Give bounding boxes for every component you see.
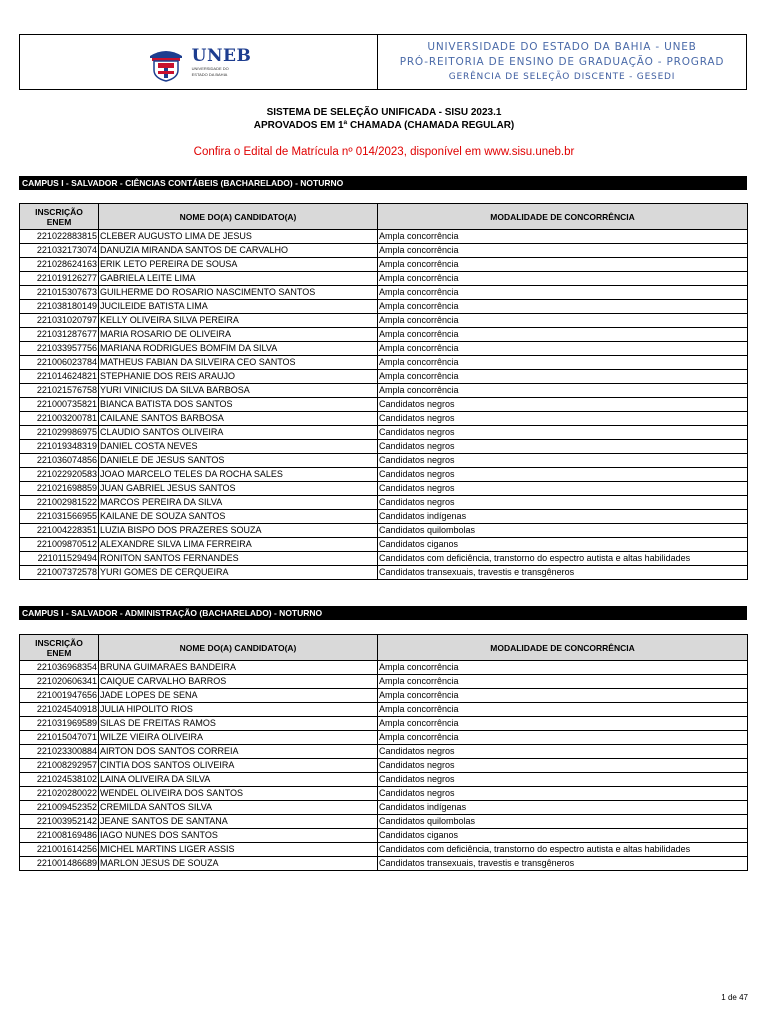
table-row	[20, 440, 748, 454]
inscricao-cell: 221014624821	[20, 370, 99, 384]
nome-cell: DANIELE DE JESUS SANTOS	[99, 454, 378, 468]
modalidade-cell: Ampla concorrência	[378, 314, 748, 328]
modalidade-cell: Ampla concorrência	[378, 731, 748, 745]
inscricao-cell: 221031566955	[20, 510, 99, 524]
table-row	[20, 286, 748, 300]
approved-table-1	[19, 203, 748, 580]
inscricao-cell: 221001614256	[20, 843, 99, 857]
modalidade-cell: Ampla concorrência	[378, 230, 748, 244]
nome-cell: AIRTON DOS SANTOS CORREIA	[99, 745, 378, 759]
inscricao-cell: 221009870512	[20, 538, 99, 552]
modalidade-cell: Candidatos quilombolas	[378, 815, 748, 829]
table-row	[20, 328, 748, 342]
nome-header: NOME DO(A) CANDIDATO(A)	[99, 635, 378, 661]
modalidade-cell: Ampla concorrência	[378, 286, 748, 300]
inscricao-header: INSCRIÇÃO ENEM	[20, 635, 99, 661]
inscricao-cell: 221007372578	[20, 566, 99, 580]
nome-cell: JEANE SANTOS DE SANTANA	[99, 815, 378, 829]
table-row	[20, 244, 748, 258]
inscricao-cell: 221024540918	[20, 703, 99, 717]
modalidade-cell: Ampla concorrência	[378, 717, 748, 731]
modalidade-cell: Ampla concorrência	[378, 384, 748, 398]
inscricao-cell: 221019348319	[20, 440, 99, 454]
inscricao-cell: 221020606341	[20, 675, 99, 689]
nome-cell: JULIA HIPOLITO RIOS	[99, 703, 378, 717]
table-row	[20, 717, 748, 731]
inscricao-cell: 221024538102	[20, 773, 99, 787]
inscricao-cell: 221038180149	[20, 300, 99, 314]
inscricao-cell: 221002981522	[20, 496, 99, 510]
modalidade-cell: Candidatos negros	[378, 787, 748, 801]
modalidade-cell: Ampla concorrência	[378, 370, 748, 384]
modalidade-cell: Ampla concorrência	[378, 272, 748, 286]
logo-cell	[20, 35, 378, 89]
management-name: GERÊNCIA DE SELEÇÃO DISCENTE - GESEDI	[448, 71, 676, 82]
modalidade-cell: Ampla concorrência	[378, 689, 748, 703]
modalidade-cell: Candidatos indígenas	[378, 510, 748, 524]
inscricao-cell: 221019126277	[20, 272, 99, 286]
inscricao-cell: 221031969589	[20, 717, 99, 731]
nome-cell: WILZE VIEIRA OLIVEIRA	[99, 731, 378, 745]
inscricao-cell: 221000735821	[20, 398, 99, 412]
modalidade-cell: Candidatos com deficiência, transtorno do espectro autista e altas habilidades	[378, 843, 748, 857]
table-row	[20, 538, 748, 552]
nome-cell: GUILHERME DO ROSARIO NASCIMENTO SANTOS	[99, 286, 378, 300]
inscricao-cell: 221021698859	[20, 482, 99, 496]
inscricao-cell: 221031020797	[20, 314, 99, 328]
modalidade-cell: Candidatos negros	[378, 426, 748, 440]
nome-cell: SILAS DE FREITAS RAMOS	[99, 717, 378, 731]
inscricao-cell: 221031287677	[20, 328, 99, 342]
modalidade-cell: Ampla concorrência	[378, 244, 748, 258]
modalidade-cell: Ampla concorrência	[378, 703, 748, 717]
table-row	[20, 510, 748, 524]
modalidade-cell: Candidatos transexuais, travestis e transgêneros	[378, 566, 748, 580]
table-row	[20, 314, 748, 328]
inscricao-cell: 221011529494	[20, 552, 99, 566]
modalidade-cell: Candidatos negros	[378, 759, 748, 773]
table-row	[20, 370, 748, 384]
table-row	[20, 356, 748, 370]
inscricao-cell: 221015047071	[20, 731, 99, 745]
modalidade-cell: Candidatos quilombolas	[378, 524, 748, 538]
nome-cell: JUCILEIDE BATISTA LIMA	[99, 300, 378, 314]
table-row	[20, 454, 748, 468]
table-row	[20, 342, 748, 356]
table-row	[20, 426, 748, 440]
nome-cell: LUZIA BISPO DOS PRAZERES SOUZA	[99, 524, 378, 538]
table-row	[20, 552, 748, 566]
table-row	[20, 689, 748, 703]
modalidade-cell: Candidatos negros	[378, 745, 748, 759]
nome-header: NOME DO(A) CANDIDATO(A)	[99, 204, 378, 230]
nome-cell: CLAUDIO SANTOS OLIVEIRA	[99, 426, 378, 440]
document-title-line1: SISTEMA DE SELEÇÃO UNIFICADA - SISU 2023.1	[266, 107, 502, 118]
table-row	[20, 300, 748, 314]
nome-cell: IAGO NUNES DOS SANTOS	[99, 829, 378, 843]
nome-cell: BIANCA BATISTA DOS SANTOS	[99, 398, 378, 412]
inscricao-header: INSCRIÇÃO ENEM	[20, 204, 99, 230]
inscricao-cell: 221021576758	[20, 384, 99, 398]
nome-cell: GABRIELA LEITE LIMA	[99, 272, 378, 286]
institution-name: UNIVERSIDADE DO ESTADO DA BAHIA - UNEB	[427, 40, 697, 53]
uneb-logo	[146, 42, 252, 82]
table-row	[20, 801, 748, 815]
table-row	[20, 787, 748, 801]
table-row	[20, 857, 748, 871]
nome-cell: MARLON JESUS DE SOUZA	[99, 857, 378, 871]
table-row	[20, 496, 748, 510]
inscricao-cell: 221004228351	[20, 524, 99, 538]
pro-rectorate-name: PRÓ-REITORIA DE ENSINO DE GRADUAÇÃO - PROGRAD	[399, 55, 725, 68]
inscricao-cell: 221036074856	[20, 454, 99, 468]
nome-cell: MARIANA RODRIGUES BOMFIM DA SILVA	[99, 342, 378, 356]
table-row	[20, 829, 748, 843]
nome-cell: JUAN GABRIEL JESUS SANTOS	[99, 482, 378, 496]
inscricao-cell: 221008292957	[20, 759, 99, 773]
enrollment-notice: Confira o Edital de Matrícula nº 014/2023, disponível em www.sisu.uneb.br	[193, 146, 575, 158]
table-row	[20, 468, 748, 482]
inscricao-cell: 221015307673	[20, 286, 99, 300]
nome-cell: ERIK LETO PEREIRA DE SOUSA	[99, 258, 378, 272]
table-row	[20, 815, 748, 829]
nome-cell: DANUZIA MIRANDA SANTOS DE CARVALHO	[99, 244, 378, 258]
logo-sub-line2: ESTADO DA BAHIA	[191, 71, 228, 77]
inscricao-cell: 221022920583	[20, 468, 99, 482]
modalidade-cell: Ampla concorrência	[378, 675, 748, 689]
nome-cell: CAIQUE CARVALHO BARROS	[99, 675, 378, 689]
inscricao-cell: 221032173074	[20, 244, 99, 258]
table-header-row	[20, 204, 748, 230]
page-number: 1 de 47	[721, 993, 748, 1002]
inscricao-cell: 221022883815	[20, 230, 99, 244]
nome-cell: KELLY OLIVEIRA SILVA PEREIRA	[99, 314, 378, 328]
nome-cell: CLEBER AUGUSTO LIMA DE JESUS	[99, 230, 378, 244]
inscricao-cell: 221033957756	[20, 342, 99, 356]
table-row	[20, 272, 748, 286]
modalidade-cell: Ampla concorrência	[378, 258, 748, 272]
modalidade-cell: Ampla concorrência	[378, 661, 748, 675]
table-row	[20, 661, 748, 675]
table-row	[20, 703, 748, 717]
modalidade-cell: Candidatos transexuais, travestis e transgêneros	[378, 857, 748, 871]
modalidade-cell: Candidatos negros	[378, 398, 748, 412]
table-row	[20, 759, 748, 773]
nome-cell: CREMILDA SANTOS SILVA	[99, 801, 378, 815]
logo-sub-line1: UNIVERSIDADE DO	[191, 65, 229, 71]
modalidade-cell: Candidatos com deficiência, transtorno do espectro autista e altas habilidades	[378, 552, 748, 566]
nome-cell: KAILANE DE SOUZA SANTOS	[99, 510, 378, 524]
table-row	[20, 745, 748, 759]
table-row	[20, 773, 748, 787]
nome-cell: MARIA ROSARIO DE OLIVEIRA	[99, 328, 378, 342]
nome-cell: MARCOS PEREIRA DA SILVA	[99, 496, 378, 510]
inscricao-cell: 221003952142	[20, 815, 99, 829]
campus-heading: CAMPUS I - SALVADOR - ADMINISTRAÇÃO (BACHARELADO) - NOTURNO	[19, 606, 747, 620]
modalidade-cell: Candidatos indígenas	[378, 801, 748, 815]
nome-cell: CAILANE SANTOS BARBOSA	[99, 412, 378, 426]
inscricao-cell: 221023300884	[20, 745, 99, 759]
campus-heading: CAMPUS I - SALVADOR - CIÊNCIAS CONTÁBEIS (BACHARELADO) - NOTURNO	[19, 176, 747, 190]
inscricao-cell: 221009452352	[20, 801, 99, 815]
table-row	[20, 482, 748, 496]
modalidade-cell: Candidatos negros	[378, 440, 748, 454]
modalidade-cell: Candidatos negros	[378, 773, 748, 787]
table-row	[20, 731, 748, 745]
modalidade-cell: Candidatos ciganos	[378, 538, 748, 552]
table-row	[20, 566, 748, 580]
document-header	[19, 34, 747, 90]
nome-cell: STEPHANIE DOS REIS ARAUJO	[99, 370, 378, 384]
nome-cell: JADE LOPES DE SENA	[99, 689, 378, 703]
table-row	[20, 258, 748, 272]
nome-cell: YURI GOMES DE CERQUEIRA	[99, 566, 378, 580]
modalidade-cell: Ampla concorrência	[378, 342, 748, 356]
nome-cell: CINTIA DOS SANTOS OLIVEIRA	[99, 759, 378, 773]
table-header-row	[20, 635, 748, 661]
logo-name: UNEB	[191, 45, 252, 66]
modalidade-cell: Candidatos ciganos	[378, 829, 748, 843]
modalidade-cell: Candidatos negros	[378, 482, 748, 496]
nome-cell: ALEXANDRE SILVA LIMA FERREIRA	[99, 538, 378, 552]
modalidade-header: MODALIDADE DE CONCORRÊNCIA	[378, 635, 748, 661]
nome-cell: JOAO MARCELO TELES DA ROCHA SALES	[99, 468, 378, 482]
modalidade-cell: Candidatos negros	[378, 412, 748, 426]
modalidade-cell: Candidatos negros	[378, 468, 748, 482]
modalidade-cell: Ampla concorrência	[378, 356, 748, 370]
nome-cell: YURI VINICIUS DA SILVA BARBOSA	[99, 384, 378, 398]
modalidade-cell: Ampla concorrência	[378, 328, 748, 342]
nome-cell: LAINA OLIVEIRA DA SILVA	[99, 773, 378, 787]
inscricao-cell: 221036968354	[20, 661, 99, 675]
modalidade-cell: Ampla concorrência	[378, 300, 748, 314]
table-row	[20, 675, 748, 689]
table-row	[20, 412, 748, 426]
modalidade-header: MODALIDADE DE CONCORRÊNCIA	[378, 204, 748, 230]
inscricao-cell: 221029986975	[20, 426, 99, 440]
modalidade-cell: Candidatos negros	[378, 496, 748, 510]
modalidade-cell: Candidatos negros	[378, 454, 748, 468]
inscricao-cell: 221008169486	[20, 829, 99, 843]
nome-cell: WENDEL OLIVEIRA DOS SANTOS	[99, 787, 378, 801]
table-row	[20, 843, 748, 857]
table-row	[20, 230, 748, 244]
inscricao-cell: 221003200781	[20, 412, 99, 426]
nome-cell: RONITON SANTOS FERNANDES	[99, 552, 378, 566]
table-row	[20, 384, 748, 398]
inscricao-cell: 221020280022	[20, 787, 99, 801]
inscricao-cell: 221006023784	[20, 356, 99, 370]
table-row	[20, 398, 748, 412]
nome-cell: BRUNA GUIMARAES BANDEIRA	[99, 661, 378, 675]
approved-table-2	[19, 634, 748, 871]
inscricao-cell: 221001947656	[20, 689, 99, 703]
inscricao-cell: 221001486689	[20, 857, 99, 871]
nome-cell: DANIEL COSTA NEVES	[99, 440, 378, 454]
crest-icon	[146, 42, 186, 82]
table-row	[20, 524, 748, 538]
document-title-line2: APROVADOS EM 1ª CHAMADA (CHAMADA REGULAR)	[253, 120, 515, 131]
inscricao-cell: 221028624163	[20, 258, 99, 272]
nome-cell: MICHEL MARTINS LIGER ASSIS	[99, 843, 378, 857]
nome-cell: MATHEUS FABIAN DA SILVEIRA CEO SANTOS	[99, 356, 378, 370]
institution-cell	[378, 35, 746, 89]
